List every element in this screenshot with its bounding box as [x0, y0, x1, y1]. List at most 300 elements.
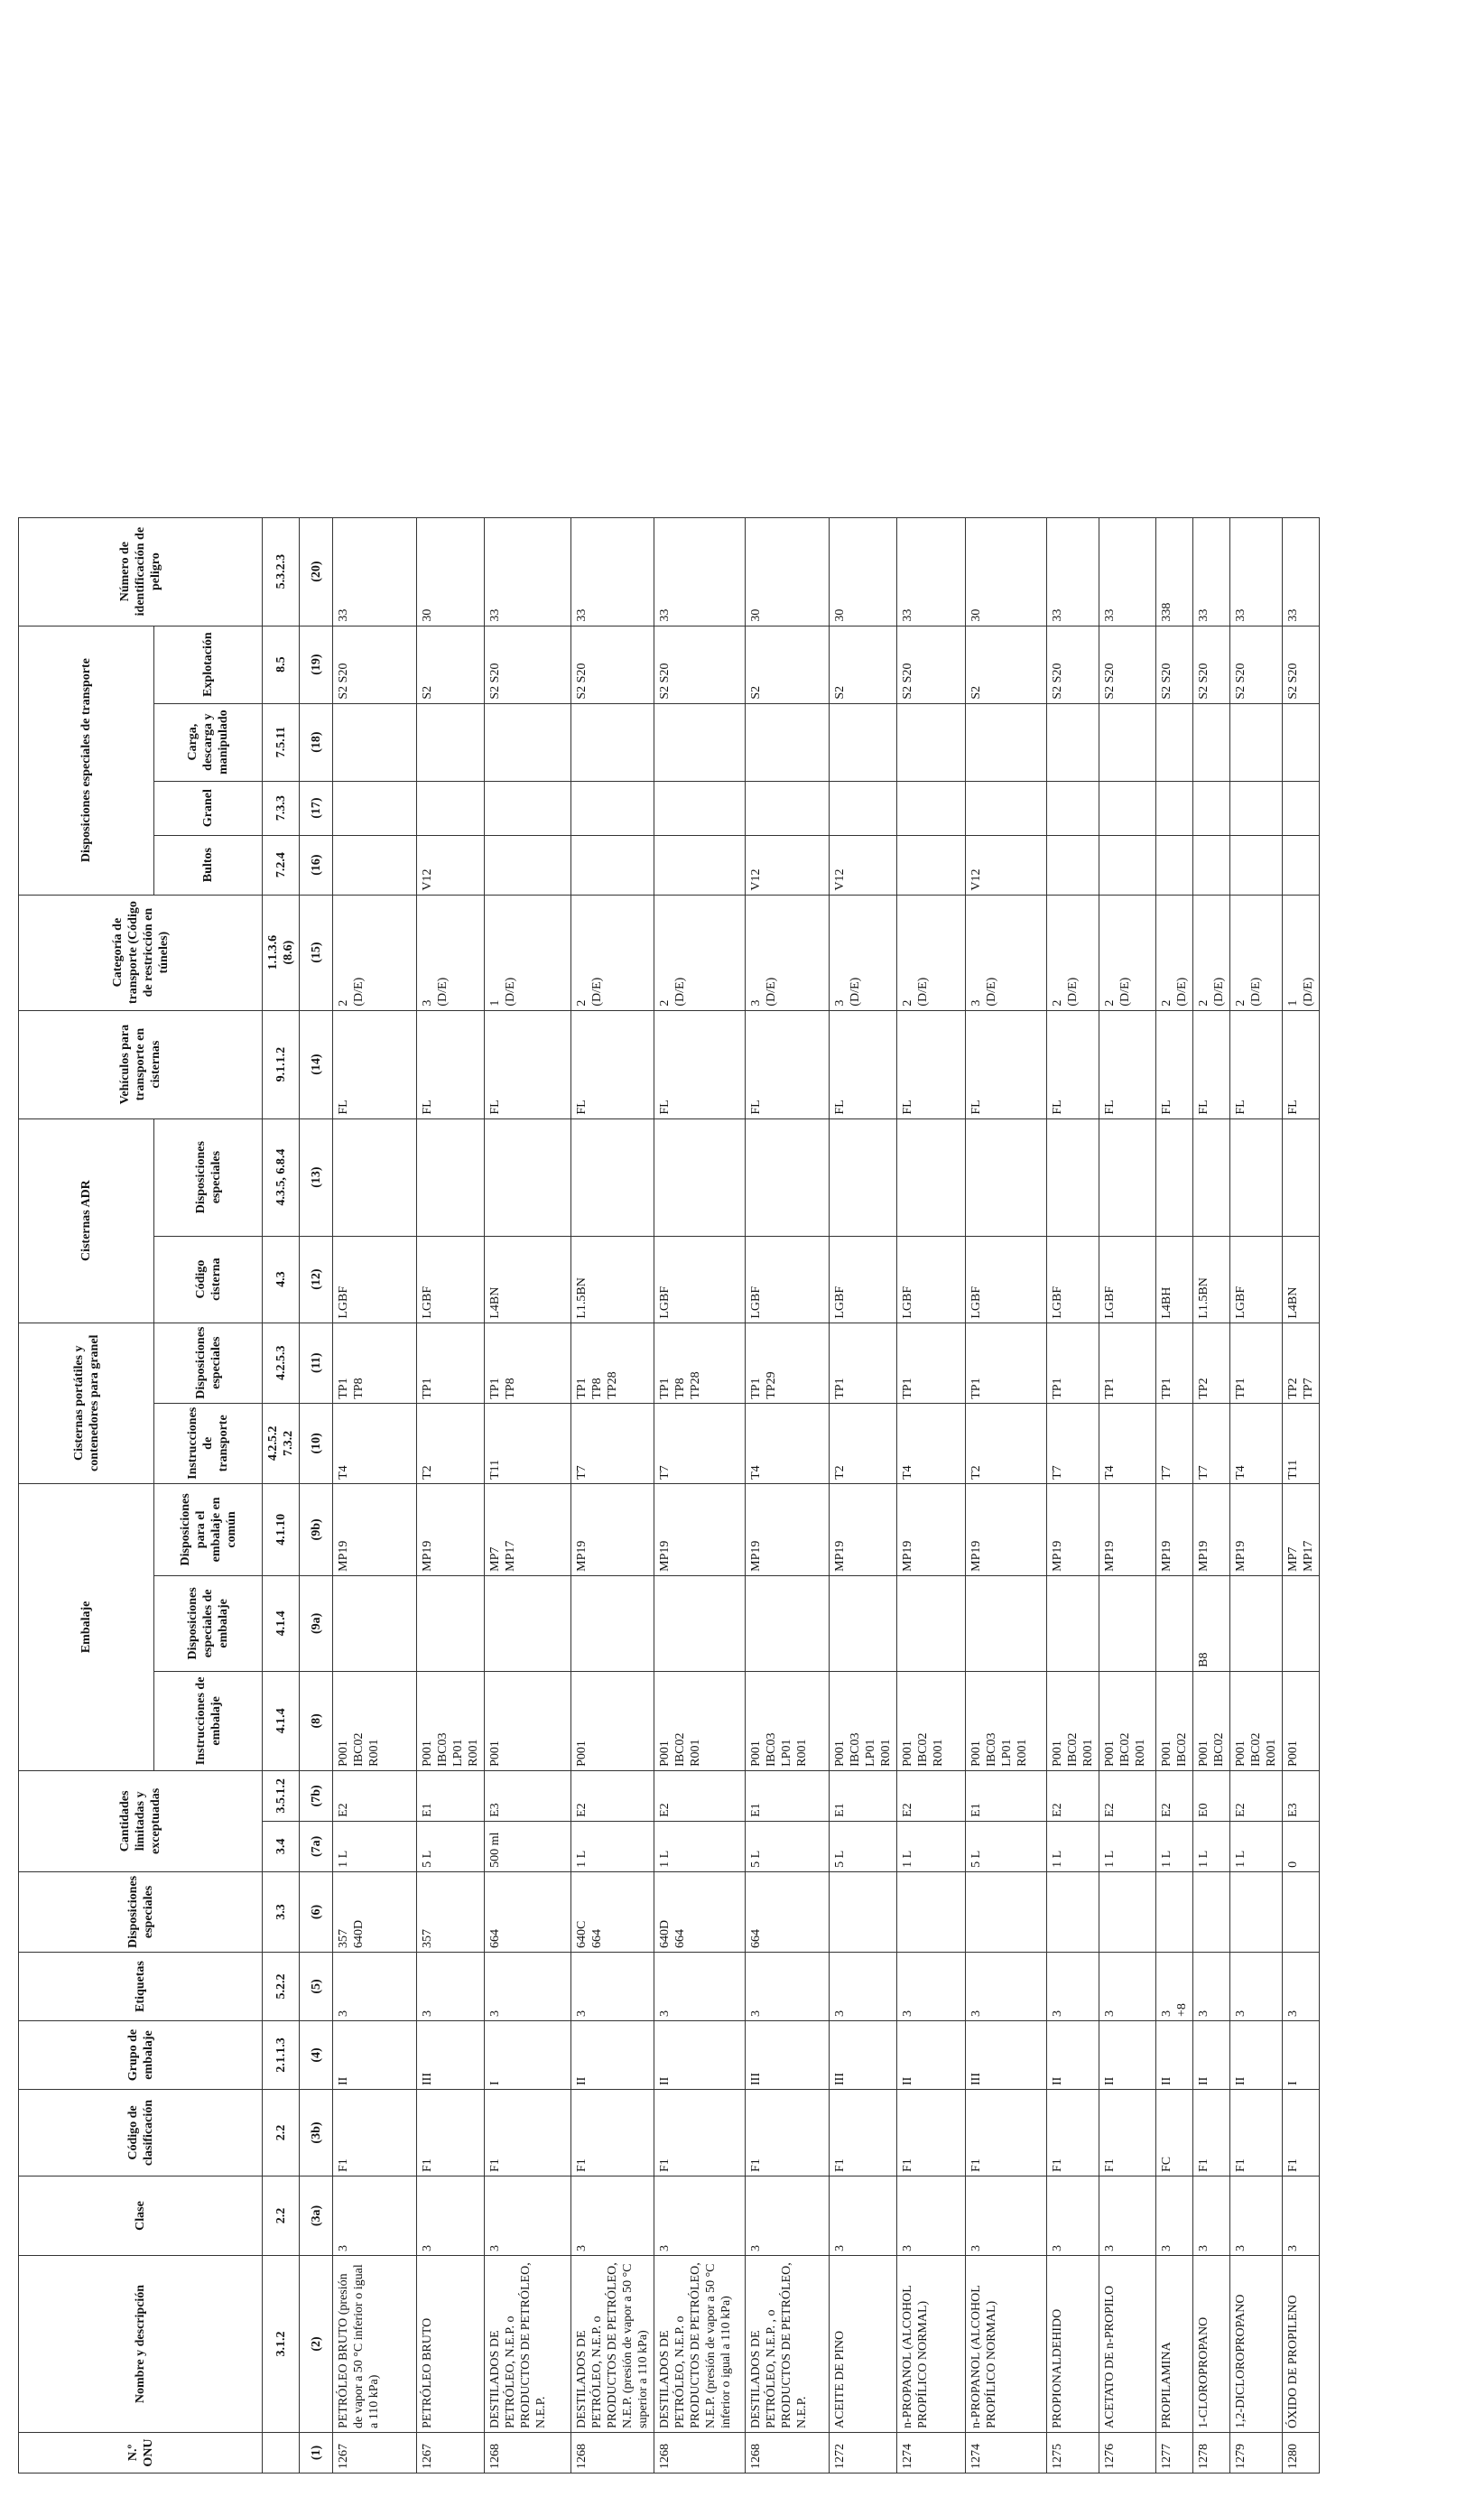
table-cell [571, 781, 654, 835]
table-row [1099, 517, 1156, 2473]
table-cell: 357 [417, 1871, 485, 1952]
table-cell: 2 (D/E) [1193, 895, 1230, 1010]
column-number-cell: (7a) [300, 1821, 333, 1871]
column-number-cell: (3a) [300, 2177, 333, 2256]
table-cell: ÓXIDO DE PROPILENO [1283, 2256, 1320, 2433]
table-cell: 30 [746, 517, 830, 626]
table-cell: 33 [1099, 517, 1156, 626]
table-cell: 3 [746, 1953, 830, 2021]
table-row [654, 517, 746, 2473]
table-cell [966, 1118, 1047, 1236]
table-cell: 33 [1193, 517, 1230, 626]
table-cell: II [1099, 2021, 1156, 2090]
section-ref-cell: 5.3.2.3 [263, 517, 300, 626]
table-cell: L4BN [485, 1236, 571, 1323]
table-cell: 1267 [417, 2433, 485, 2474]
section-ref-cell: 4.1.4 [263, 1575, 300, 1671]
table-cell: E2 [897, 1770, 966, 1821]
table-cell: S2 S20 [1283, 626, 1320, 703]
table-cell: 3 [417, 2177, 485, 2256]
table-cell [746, 1575, 830, 1671]
table-cell: FL [966, 1010, 1047, 1118]
table-cell: II [1230, 2021, 1283, 2090]
table-cell: F1 [897, 2090, 966, 2177]
header-group-packaging: Embalaje [19, 1483, 154, 1770]
table-cell: DESTILADOS DE PETRÓLEO, N.E.P. , o PRODUCTOS DE PETRÓLEO, N.E.P. [746, 2256, 830, 2433]
column-number-cell: (9b) [300, 1483, 333, 1575]
table-cell: TP1 [1156, 1323, 1193, 1403]
table-row [1156, 517, 1193, 2473]
table-cell: 3 (D/E) [417, 895, 485, 1010]
table-cell: 3 [746, 2177, 830, 2256]
table-cell: 1 L [571, 1821, 654, 1871]
table-cell [333, 703, 417, 781]
table-cell: V12 [417, 835, 485, 895]
header-hazard-id-number: Número de identificación de peligro [19, 517, 263, 626]
column-number-cell: (10) [300, 1403, 333, 1483]
table-cell: FL [1156, 1010, 1193, 1118]
table-cell: ACEITE DE PINO [830, 2256, 897, 2433]
table-cell: 1277 [1156, 2433, 1193, 2474]
table-cell: 3 [1193, 2177, 1230, 2256]
table-cell [1156, 835, 1193, 895]
table-cell: 664 [485, 1871, 571, 1952]
table-cell: 33 [333, 517, 417, 626]
header-packing-group: Grupo de embalaje [19, 2021, 263, 2090]
table-cell [485, 835, 571, 895]
table-cell: 3 [830, 2177, 897, 2256]
table-cell: II [571, 2021, 654, 2090]
table-cell [1230, 781, 1283, 835]
table-cell: V12 [966, 835, 1047, 895]
header-special-provisions: Disposiciones especiales [19, 1871, 263, 1952]
table-cell: 357 640D [333, 1871, 417, 1952]
table-cell: E0 [1193, 1770, 1230, 1821]
table-cell: 3 [485, 2177, 571, 2256]
header-class: Clase [19, 2177, 263, 2256]
table-cell: TP1 TP8 [333, 1323, 417, 1403]
section-ref-cell: 4.3.5, 6.8.4 [263, 1118, 300, 1236]
table-cell: III [746, 2021, 830, 2090]
table-cell: LGBF [654, 1236, 746, 1323]
section-ref-cell [263, 2433, 300, 2474]
header-packages: Bultos [154, 835, 263, 895]
table-cell: 1 (D/E) [1283, 895, 1320, 1010]
table-cell: 3 [485, 1953, 571, 2021]
table-cell: TP1 TP8 TP28 [654, 1323, 746, 1403]
table-cell: F1 [571, 2090, 654, 2177]
table-cell [1193, 703, 1230, 781]
table-cell: 3 [1099, 1953, 1156, 2021]
header-special-packing-provisions: Disposiciones especiales de embalaje [154, 1575, 263, 1671]
table-cell [417, 781, 485, 835]
table-cell: 3 [654, 1953, 746, 2021]
table-cell: P001 IBC03 LP01 R001 [417, 1671, 485, 1770]
table-cell: FL [485, 1010, 571, 1118]
table-cell: F1 [966, 2090, 1047, 2177]
table-cell: 3 [830, 1953, 897, 2021]
table-cell [1230, 703, 1283, 781]
table-cell [1099, 1871, 1156, 1952]
table-cell: P001 [1283, 1671, 1320, 1770]
table-cell [746, 781, 830, 835]
table-cell: 3 +8 [1156, 1953, 1193, 2021]
table-cell [897, 835, 966, 895]
table-cell: P001 IBC02 R001 [897, 1671, 966, 1770]
table-cell [1283, 1575, 1320, 1671]
table-cell [654, 835, 746, 895]
table-cell: 2 (D/E) [1099, 895, 1156, 1010]
table-cell: E2 [1230, 1770, 1283, 1821]
table-cell [1099, 781, 1156, 835]
table-cell: 2 (D/E) [333, 895, 417, 1010]
table-cell: F1 [1230, 2090, 1283, 2177]
table-cell [1156, 1871, 1193, 1952]
table-cell: 3 [966, 1953, 1047, 2021]
column-number-cell: (7b) [300, 1770, 333, 1821]
table-cell: 1268 [485, 2433, 571, 2474]
section-ref-cell: 7.3.3 [263, 781, 300, 835]
table-cell: T7 [1156, 1403, 1193, 1483]
table-cell: 3 [1193, 1953, 1230, 2021]
table-cell: P001 IBC03 LP01 R001 [746, 1671, 830, 1770]
table-cell [1156, 1575, 1193, 1671]
section-ref-cell: 8.5 [263, 626, 300, 703]
header-un-number: N.º ONU [19, 2433, 263, 2474]
table-cell: MP19 [830, 1483, 897, 1575]
table-cell [1099, 1118, 1156, 1236]
table-cell: MP7 MP17 [1283, 1483, 1320, 1575]
table-cell: TP1 [1099, 1323, 1156, 1403]
table-cell: 1 L [1193, 1821, 1230, 1871]
table-cell [897, 781, 966, 835]
table-cell: TP1 TP8 TP28 [571, 1323, 654, 1403]
column-number-cell: (8) [300, 1671, 333, 1770]
table-cell: DESTILADOS DE PETRÓLEO, N.E.P. o PRODUCTOS DE PETRÓLEO, N.E.P. (presión de vapor a 50 °C inferior o igual a 110 kPa) [654, 2256, 746, 2433]
header-name-description: Nombre y descripción [19, 2256, 263, 2433]
column-number-cell: (16) [300, 835, 333, 895]
table-cell: III [966, 2021, 1047, 2090]
table-cell: 1272 [830, 2433, 897, 2474]
section-ref-cell: 3.1.2 [263, 2256, 300, 2433]
column-number-cell: (14) [300, 1010, 333, 1118]
table-row [966, 517, 1047, 2473]
table-cell: S2 S20 [1156, 626, 1193, 703]
table-cell: MP19 [654, 1483, 746, 1575]
column-number-cell: (15) [300, 895, 333, 1010]
table-cell: E3 [485, 1770, 571, 1821]
table-cell: 3 [333, 1953, 417, 2021]
table-cell: TP2 [1193, 1323, 1230, 1403]
column-number-cell: (12) [300, 1236, 333, 1323]
table-cell: T11 [1283, 1403, 1320, 1483]
table-row [1047, 517, 1099, 2473]
table-cell: S2 S20 [1099, 626, 1156, 703]
table-cell [966, 1575, 1047, 1671]
table-cell: 33 [654, 517, 746, 626]
table-cell: P001 IBC03 LP01 R001 [830, 1671, 897, 1770]
table-cell: 3 [1230, 1953, 1283, 2021]
table-cell: F1 [830, 2090, 897, 2177]
table-cell: F1 [1283, 2090, 1320, 2177]
table-cell: V12 [830, 835, 897, 895]
table-cell: 33 [1047, 517, 1099, 626]
table-cell [1193, 1871, 1230, 1952]
table-cell: 2 (D/E) [897, 895, 966, 1010]
table-cell: MP7 MP17 [485, 1483, 571, 1575]
header-operation: Explotación [154, 626, 263, 703]
table-cell [897, 1118, 966, 1236]
table-cell: 3 [1099, 2177, 1156, 2256]
table-cell: FL [1283, 1010, 1320, 1118]
table-cell [1047, 1575, 1099, 1671]
table-cell: P001 IBC03 LP01 R001 [966, 1671, 1047, 1770]
table-cell: S2 S20 [485, 626, 571, 703]
table-cell: E3 [1283, 1770, 1320, 1821]
table-cell: 2 (D/E) [1156, 895, 1193, 1010]
table-cell: F1 [485, 2090, 571, 2177]
table-cell [1047, 1871, 1099, 1952]
table-row [897, 517, 966, 2473]
table-cell: S2 S20 [1193, 626, 1230, 703]
header-labels: Etiquetas [19, 1953, 263, 2021]
section-ref-cell: 4.3 [263, 1236, 300, 1323]
table-cell: 0 [1283, 1821, 1320, 1871]
table-cell: P001 IBC02 [1156, 1671, 1193, 1770]
table-cell: P001 IBC02 R001 [1099, 1671, 1156, 1770]
table-row [1193, 517, 1230, 2473]
table-cell: E2 [333, 1770, 417, 1821]
table-cell [966, 1871, 1047, 1952]
table-row [417, 517, 485, 2473]
table-cell: 1268 [571, 2433, 654, 2474]
table-cell: T4 [897, 1403, 966, 1483]
table-cell [1156, 703, 1193, 781]
table-cell: III [830, 2021, 897, 2090]
table-cell: FC [1156, 2090, 1193, 2177]
section-ref-cell: 2.2 [263, 2090, 300, 2177]
table-cell: 1267 [333, 2433, 417, 2474]
table-cell: P001 [571, 1671, 654, 1770]
table-cell: F1 [1099, 2090, 1156, 2177]
section-ref-cell: 4.2.5.2 7.3.2 [263, 1403, 300, 1483]
table-cell [1283, 703, 1320, 781]
table-cell: 3 [333, 2177, 417, 2256]
header-tank-code: Código cisterna [154, 1236, 263, 1323]
header-tank-vehicles: Vehículos para transporte en cisternas [19, 1010, 263, 1118]
table-cell [830, 1118, 897, 1236]
table-cell [654, 1575, 746, 1671]
section-ref-cell: 4.1.10 [263, 1483, 300, 1575]
table-cell: 1268 [746, 2433, 830, 2474]
table-cell: T7 [1193, 1403, 1230, 1483]
column-number-cell: (9a) [300, 1575, 333, 1671]
table-cell: TP1 [897, 1323, 966, 1403]
table-cell: LGBF [1099, 1236, 1156, 1323]
table-cell: 1 L [1156, 1821, 1193, 1871]
table-cell: LGBF [746, 1236, 830, 1323]
table-cell: 3 [417, 1953, 485, 2021]
table-cell: 640D 664 [654, 1871, 746, 1952]
table-cell: n-PROPANOL (ALCOHOL PROPÍLICO NORMAL) [966, 2256, 1047, 2433]
table-cell: T2 [417, 1403, 485, 1483]
table-cell: P001 [485, 1671, 571, 1770]
table-cell [1283, 835, 1320, 895]
table-cell: T11 [485, 1403, 571, 1483]
table-cell [1193, 781, 1230, 835]
table-cell: T7 [1047, 1403, 1099, 1483]
table-cell [1047, 781, 1099, 835]
header-packing-instructions: Instrucciones de embalaje [154, 1671, 263, 1770]
table-cell [571, 1575, 654, 1671]
header-group-adr-tanks: Cisternas ADR [19, 1118, 154, 1323]
table-cell: 2 (D/E) [571, 895, 654, 1010]
table-cell: LGBF [897, 1236, 966, 1323]
table-cell [485, 1118, 571, 1236]
section-ref-cell: 3.5.1.2 [263, 1770, 300, 1821]
table-cell: 1 L [1099, 1821, 1156, 1871]
table-cell: n-PROPANOL (ALCOHOL PROPÍLICO NORMAL) [897, 2256, 966, 2433]
table-row [1230, 517, 1283, 2473]
table-cell: F1 [654, 2090, 746, 2177]
table-cell [571, 835, 654, 895]
table-cell [830, 1575, 897, 1671]
table-cell: F1 [1047, 2090, 1099, 2177]
column-number-cell: (19) [300, 626, 333, 703]
header-adr-tank-provisions: Disposiciones especiales [154, 1118, 263, 1236]
table-cell: S2 [966, 626, 1047, 703]
table-cell: 33 [1230, 517, 1283, 626]
table-cell: III [417, 2021, 485, 2090]
table-cell: L4BN [1283, 1236, 1320, 1323]
table-cell: LGBF [1230, 1236, 1283, 1323]
table-cell: 5 L [746, 1821, 830, 1871]
table-cell: 3 [1283, 1953, 1320, 2021]
table-cell: 1279 [1230, 2433, 1283, 2474]
table-cell: MP19 [1047, 1483, 1099, 1575]
table-cell: T4 [333, 1403, 417, 1483]
table-cell [830, 703, 897, 781]
table-cell [830, 781, 897, 835]
table-cell: E1 [966, 1770, 1047, 1821]
table-cell [1099, 703, 1156, 781]
table-cell: TP1 [417, 1323, 485, 1403]
table-cell: LGBF [1047, 1236, 1099, 1323]
table-cell: 1276 [1099, 2433, 1156, 2474]
table-cell [333, 835, 417, 895]
table-cell: FL [571, 1010, 654, 1118]
header-group-portable-tanks: Cisternas portátiles y contenedores para granel [19, 1323, 154, 1483]
table-cell [1283, 1118, 1320, 1236]
table-cell: 30 [966, 517, 1047, 626]
table-cell: FL [897, 1010, 966, 1118]
table-cell: F1 [746, 2090, 830, 2177]
column-number-cell: (11) [300, 1323, 333, 1403]
table-cell [654, 781, 746, 835]
table-cell: 2 (D/E) [1047, 895, 1099, 1010]
table-cell: T7 [654, 1403, 746, 1483]
table-cell: E2 [654, 1770, 746, 1821]
table-cell: MP19 [1099, 1483, 1156, 1575]
table-cell: MP19 [1230, 1483, 1283, 1575]
table-cell [1230, 1575, 1283, 1671]
table-cell: 1274 [897, 2433, 966, 2474]
table-cell: 3 [1047, 2177, 1099, 2256]
table-cell: I [1283, 2021, 1320, 2090]
table-cell [485, 781, 571, 835]
header-limited-excepted-quantities: Cantidades limitadas y exceptuadas [19, 1770, 263, 1871]
table-cell: 1 L [1230, 1821, 1283, 1871]
section-ref-cell: 1.1.3.6 (8.6) [263, 895, 300, 1010]
table-cell: F1 [333, 2090, 417, 2177]
table-cell: MP19 [1193, 1483, 1230, 1575]
table-cell: FL [417, 1010, 485, 1118]
table-cell: 3 [1283, 2177, 1320, 2256]
table-cell: B8 [1193, 1575, 1230, 1671]
table-cell: S2 [746, 626, 830, 703]
table-cell [417, 703, 485, 781]
table-cell: I [485, 2021, 571, 2090]
table-cell: P001 IBC02 R001 [1047, 1671, 1099, 1770]
table-cell: PETRÓLEO BRUTO (presión de vapor a 50 °C inferior o igual a 110 kPa) [333, 2256, 417, 2433]
column-number-cell: (6) [300, 1871, 333, 1952]
table-cell: 2 (D/E) [1230, 895, 1283, 1010]
table-cell: S2 [417, 626, 485, 703]
table-cell: 1 L [333, 1821, 417, 1871]
table-cell: F1 [1193, 2090, 1230, 2177]
table-cell: 5 L [830, 1821, 897, 1871]
table-cell: P001 IBC02 R001 [654, 1671, 746, 1770]
section-ref-cell: 3.3 [263, 1871, 300, 1952]
table-cell: V12 [746, 835, 830, 895]
header-transport-category: Categoría de transporte (Código de restricción en túneles) [19, 895, 263, 1010]
table-cell: TP1 [966, 1323, 1047, 1403]
table-cell: P001 IBC02 R001 [1230, 1671, 1283, 1770]
section-ref-cell: 7.5.11 [263, 703, 300, 781]
table-cell: FL [654, 1010, 746, 1118]
table-cell: 33 [485, 517, 571, 626]
table-cell: L1.5BN [1193, 1236, 1230, 1323]
column-number-cell: (20) [300, 517, 333, 626]
table-cell: ACETATO DE n-PROPILO [1099, 2256, 1156, 2433]
column-number-cell: (18) [300, 703, 333, 781]
table-cell: 30 [830, 517, 897, 626]
table-cell: T4 [1230, 1403, 1283, 1483]
table-cell [746, 703, 830, 781]
table-cell [966, 703, 1047, 781]
table-cell: II [897, 2021, 966, 2090]
table-cell: E2 [1047, 1770, 1099, 1821]
section-ref-cell: 3.4 [263, 1821, 300, 1871]
table-cell: 3 (D/E) [966, 895, 1047, 1010]
table-cell: MP19 [746, 1483, 830, 1575]
table-cell [1283, 781, 1320, 835]
table-cell: P001 IBC02 [1193, 1671, 1230, 1770]
header-classification-code: Código de clasificación [19, 2090, 263, 2177]
section-ref-cell: 7.2.4 [263, 835, 300, 895]
table-cell: E2 [571, 1770, 654, 1821]
table-cell: 3 [571, 1953, 654, 2021]
table-cell: 1268 [654, 2433, 746, 2474]
table-cell: PROPIONALDEHIDO [1047, 2256, 1099, 2433]
table-cell [897, 1871, 966, 1952]
table-cell: 3 [654, 2177, 746, 2256]
table-cell: FL [1230, 1010, 1283, 1118]
table-cell: 1-CLOROPROPANO [1193, 2256, 1230, 2433]
table-cell [1193, 835, 1230, 895]
table-cell: FL [830, 1010, 897, 1118]
table-cell: 1278 [1193, 2433, 1230, 2474]
